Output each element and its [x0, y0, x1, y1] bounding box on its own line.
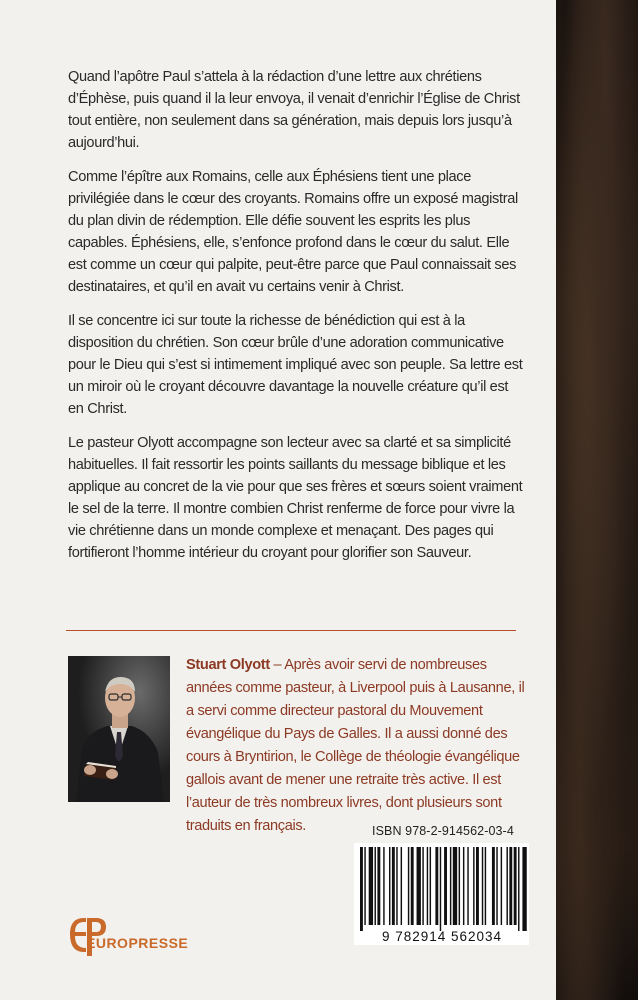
barcode-bar [408, 847, 409, 925]
author-photo [68, 656, 170, 802]
barcode-icon [354, 843, 529, 945]
barcode-digits: 9 782914 562034 [381, 929, 503, 944]
barcode-bar [360, 847, 363, 931]
barcode-bar [514, 847, 517, 925]
barcode-bar [444, 847, 447, 925]
publisher-name: EUROPRESSE [86, 935, 189, 951]
barcode-bar [417, 847, 421, 925]
isbn-barcode [354, 843, 529, 945]
barcode-bar [389, 847, 390, 925]
barcode-bar [482, 847, 483, 925]
barcode-bar [440, 847, 441, 931]
barcode-bar [485, 847, 486, 925]
blurb-paragraph-2: Comme l’épître aux Romains, celle aux Éphésiens tient une place privilégiée dans le cœur des croyants. Romains offre un exposé magistral du plan divin de rédemption. Elle défie souvent les esprits les plus capables. Éphésiens, elle, s’enfonce profond dans le cœur du salut. Elle est comme un cœur qui palpite, peut-être parce que Paul connaissait ses destinataires, et qu’il en avait vu certains venir à Christ. [68, 169, 518, 295]
barcode-bar [492, 847, 495, 925]
blurb-paragraph-1: Quand l’apôtre Paul s’attela à la rédaction d’une lettre aux chrétiens d’Éphèse, puis quand il la leur envoya, il venait d’enrichir l’Église de Christ tout entière, non seulement dans sa génération, mais depuis lors jusqu’à aujourd’hui. [68, 69, 520, 151]
barcode-bar [377, 847, 380, 925]
barcode-bar [501, 847, 502, 925]
barcode-bar [369, 847, 373, 925]
barcode-bar [411, 847, 414, 925]
barcode-bar [401, 847, 402, 925]
barcode-bar [383, 847, 384, 925]
section-divider [66, 630, 516, 631]
author-name: Stuart Olyott [186, 657, 270, 673]
barcode-bar [453, 847, 457, 925]
barcode-bar [450, 847, 451, 925]
author-bio-text: – Après avoir servi de nombreuses années comme pasteur, à Liverpool puis à Lausanne, il a servi comme directeur pastoral du Mouvement évangélique du Pays de Galles. Il a aussi donné des cours à Bryntirion, le Collège de théologie évangélique gallois avant de mener une retraite très active. Il est l’auteur de très nombreux livres, dont plusieurs sont traduits en français. [186, 657, 525, 834]
barcode-bar [506, 847, 507, 925]
barcode-bar [496, 847, 497, 925]
barcode-bar [518, 847, 519, 931]
barcode-bar [435, 847, 438, 925]
barcode-bar [459, 847, 460, 925]
barcode-bar [427, 847, 428, 925]
barcode-bar [476, 847, 479, 925]
spine-texture [556, 0, 638, 1000]
barcode-bar [375, 847, 376, 925]
barcode-bar [422, 847, 423, 925]
barcode-bar [522, 847, 526, 931]
barcode-bar [392, 847, 395, 925]
barcode-bar [473, 847, 474, 925]
isbn-label: ISBN 978-2-914562-03-4 [372, 824, 514, 838]
barcode-bar [396, 847, 397, 925]
author-bio [186, 654, 526, 838]
blurb [68, 66, 524, 576]
barcode-bar [509, 847, 512, 925]
blurb-paragraph-4: Le pasteur Olyott accompagne son lecteur avec sa clarté et sa simplicité habituelles. Il fait ressortir les points saillants du message biblique et les applique au concret de la vie pour que ses frères et sœurs soient vraiment le sel de la terre. Il montre combien Christ renferme de force pour vivre la vie chrétienne dans un monde complexe et menaçant. Des pages qui fortifieront l’homme intérieur du croyant pour glorifier son Sauveur. [68, 435, 523, 561]
barcode-bar [430, 847, 431, 925]
barcode-bar [364, 847, 365, 925]
blurb-paragraph-3: Il se concentre ici sur toute la richesse de bénédiction qui est à la disposition du chrétien. Son cœur brûle d’une adoration communicative pour le Dieu qui s’est si intimement impliqué avec son peuple. Sa lettre est un miroir où le croyant découvre davantage la nouvelle créature qu’il est en Christ. [68, 313, 523, 417]
barcode-bar [467, 847, 468, 925]
barcode-bar [463, 847, 464, 925]
author-portrait-icon [68, 656, 170, 802]
